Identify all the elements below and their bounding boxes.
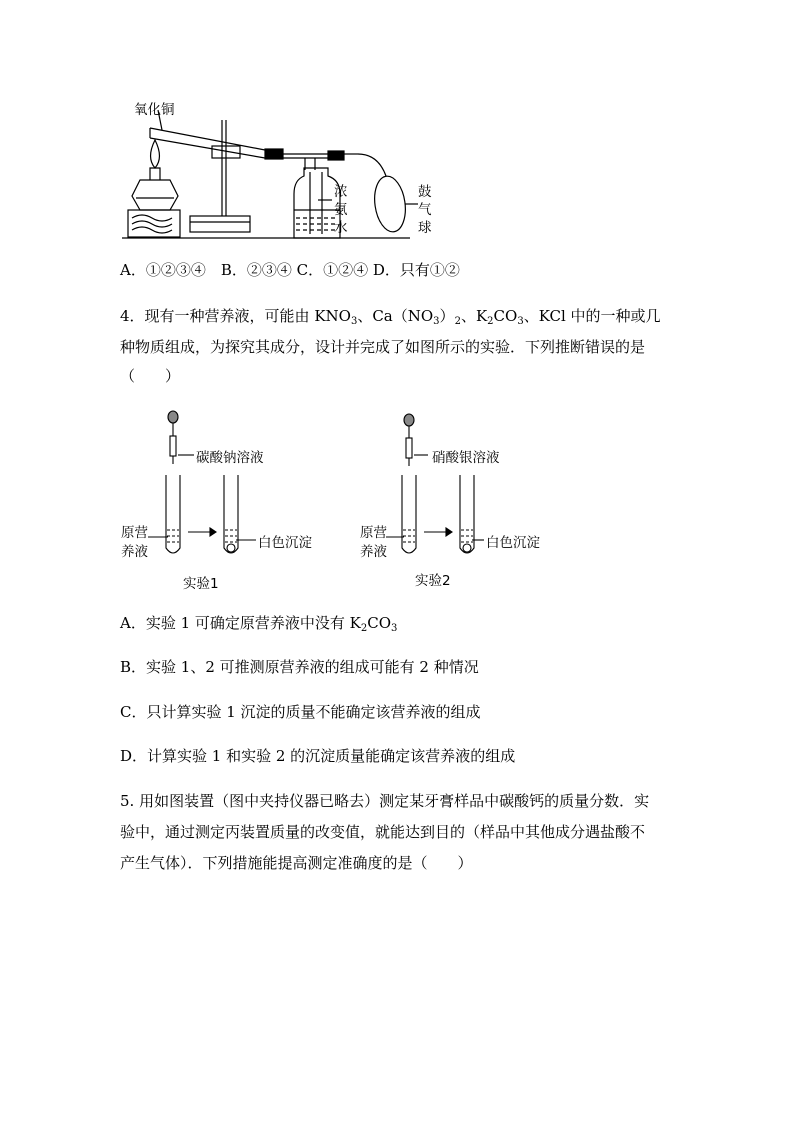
q4-stem-line2: 种物质组成，为探究其成分，设计并完成了如图所示的实验．下列推断错误的是 [120,338,646,356]
q4-option-a: A．实验 1 可确定原营养液中没有 $K_2CO_3$ [120,614,398,634]
q4-answer-blank: （ ） [120,367,181,385]
exp1-original-solution-label: 原营 养液 [121,525,148,560]
exp2-caption: 实验2 [415,573,451,589]
exp2-white-precipitate-label: 白色沉淀 [486,535,540,551]
q5-stem-line2: 验中，通过测定丙装置质量的改变值，就能达到目的（样品中其他成分遇盐酸不 [120,823,646,841]
copper-oxide-label: 氧化铜 [134,102,175,118]
exp1-white-precipitate-label: 白色沉淀 [258,535,312,551]
exp2-original-solution-label: 原营 养液 [360,525,387,560]
conc-ammonia-label: 浓 氨 水 [334,184,348,236]
balloon-label: 鼓 气 球 [418,184,432,236]
q4-stem-line1: 4．现有一种营养液，可能由 $KNO_3$、$Ca(NO_3)_2$、$K_2CO_3$、KCl 中的一种或几 [120,307,661,327]
exp1-caption: 实验1 [183,576,219,592]
q5-stem-line3: 产生气体）．下列措施能提高测定准确度的是（ ） [120,854,473,872]
q4-option-c: C．只计算实验 1 沉淀的质量不能确定该营养液的组成 [120,703,481,721]
q4-option-d: D．计算实验 1 和实验 2 的沉淀质量能确定该营养液的组成 [120,747,516,765]
exp1-reagent-label: 碳酸钠溶液 [196,450,264,466]
exp2-reagent-label: 硝酸银溶液 [432,450,500,466]
q5-stem-line1: 5. 用如图装置（图中夹持仪器已略去）测定某牙膏样品中碳酸钙的质量分数．实 [120,792,650,810]
q4-option-b: B．实验 1、2 可推测原营养液的组成可能有 2 种情况 [120,658,479,676]
q3-options: A．①②③④ B．②③④ C．①②④ D．只有①② [120,261,460,279]
